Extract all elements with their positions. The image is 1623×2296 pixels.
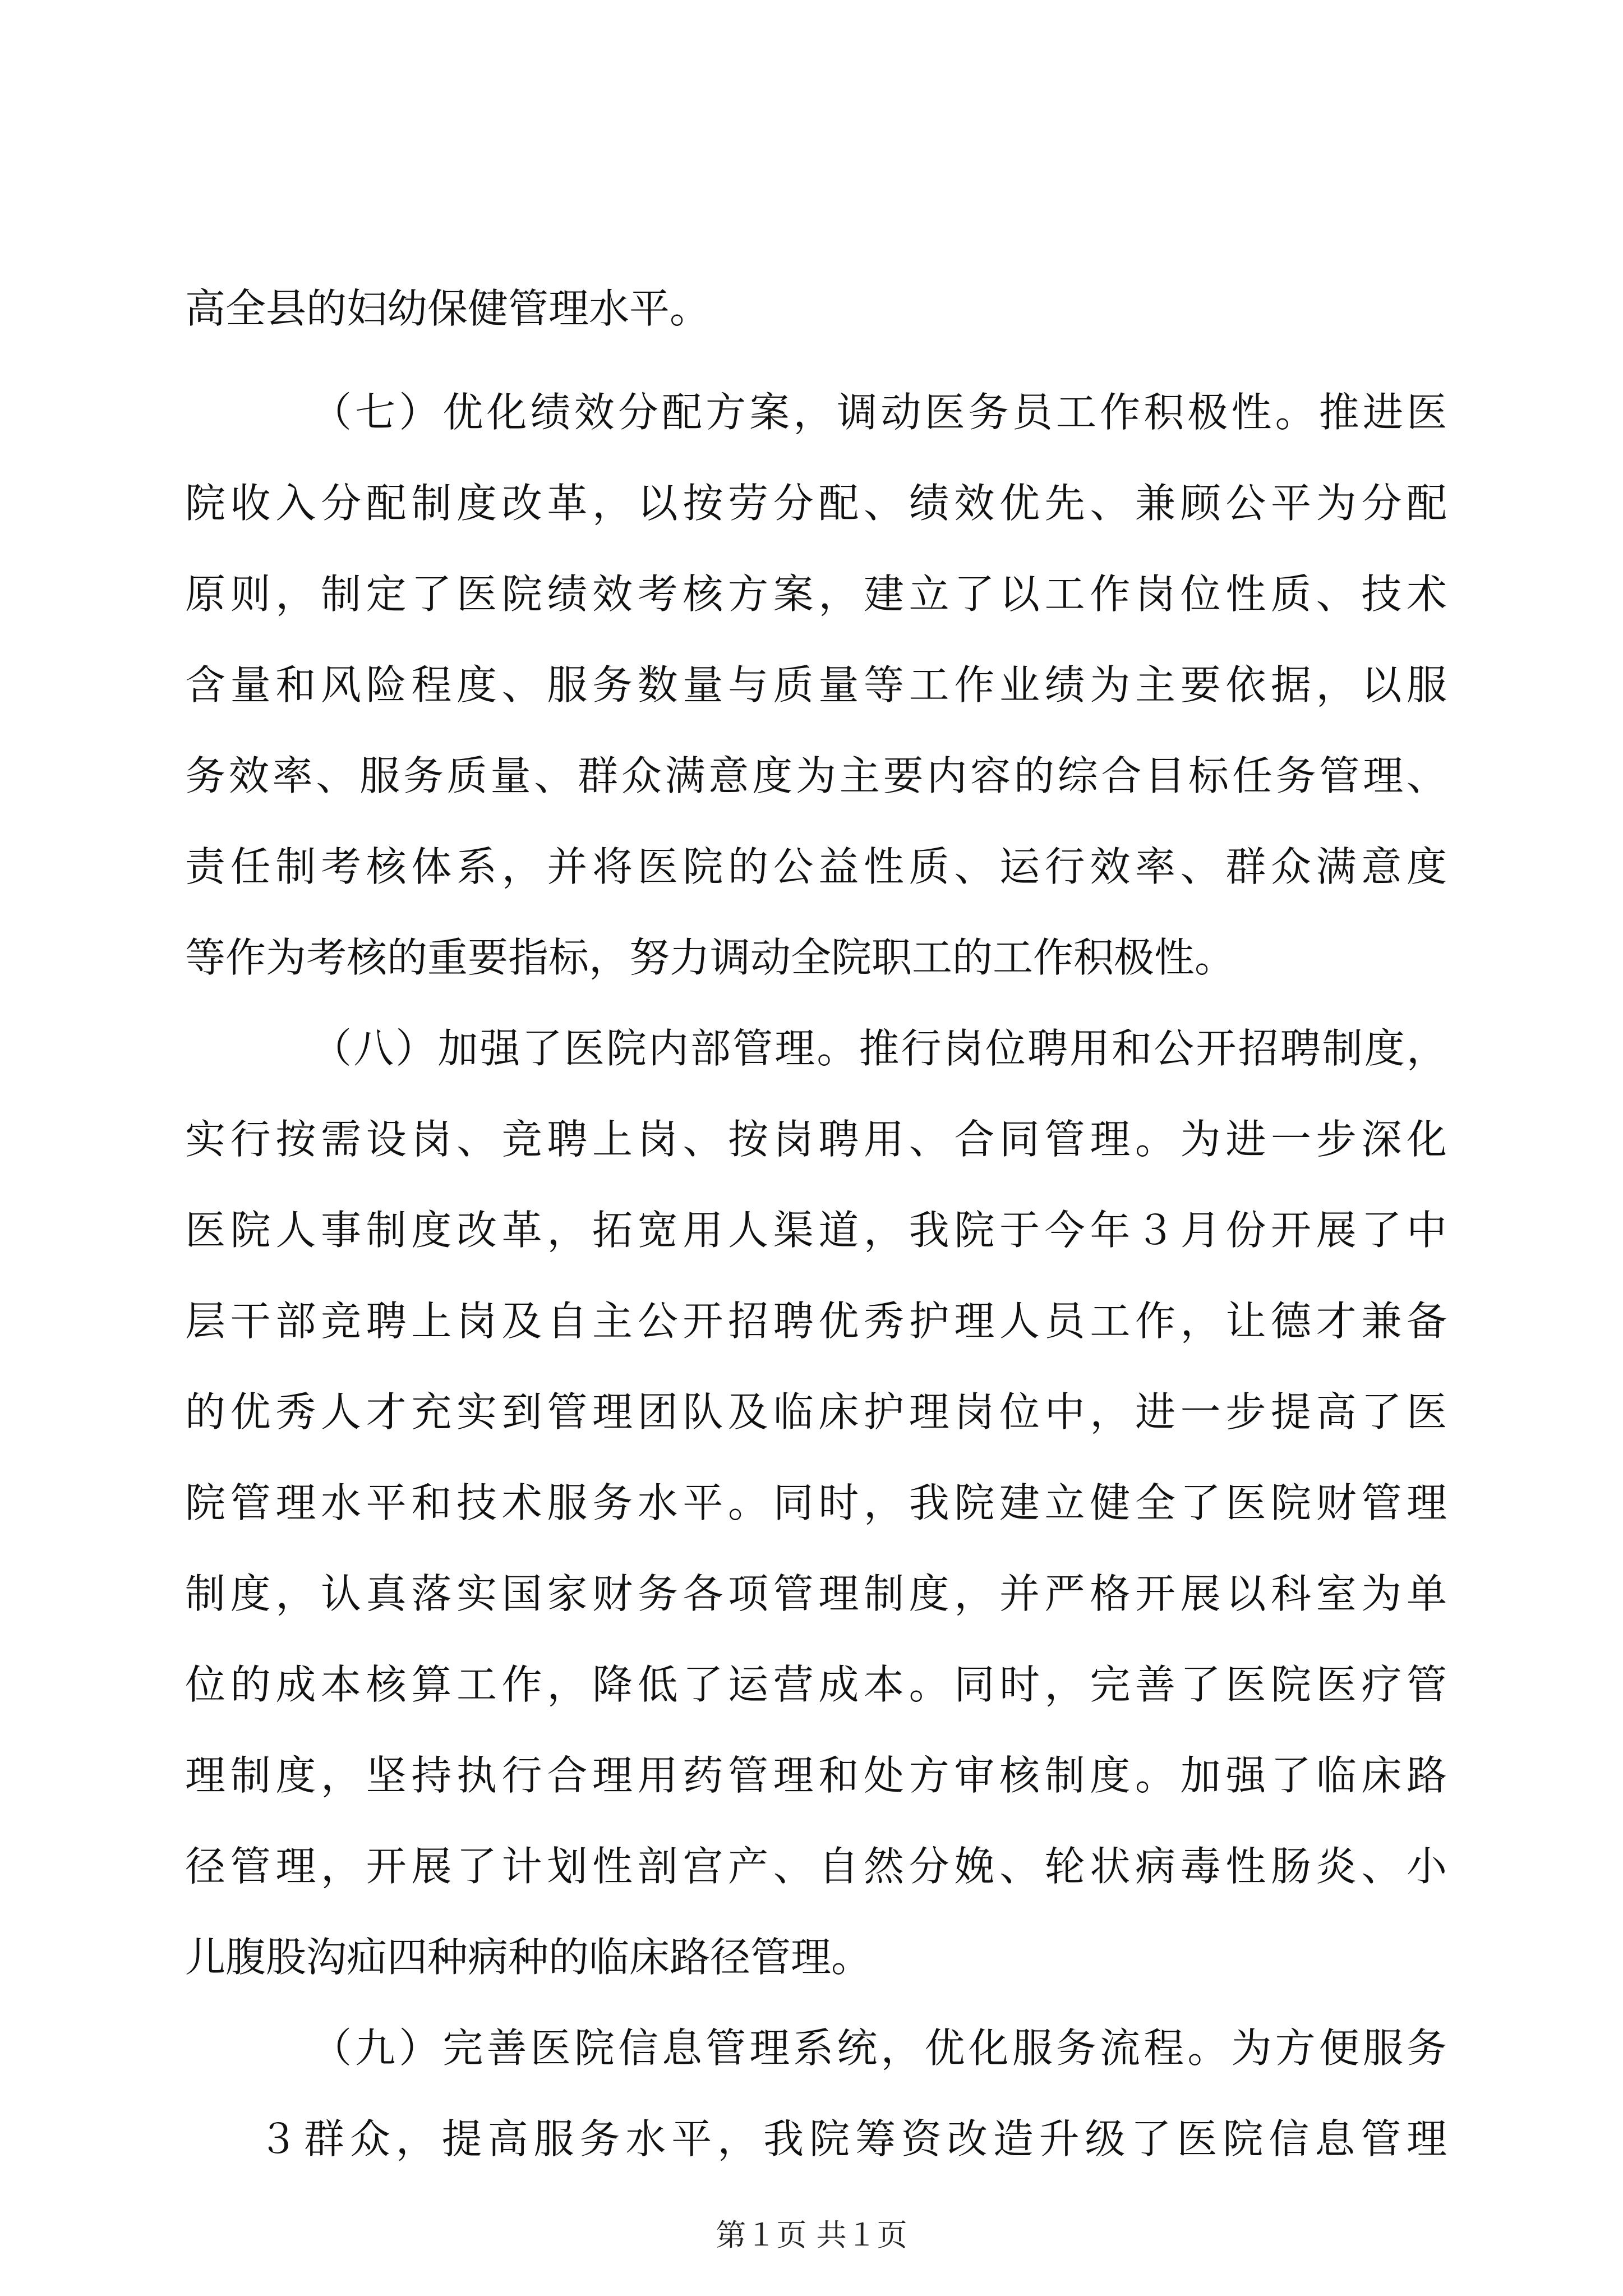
text-line-7: 责任制考核体系，并将医院的公益性质、运行效率、群众满意度 bbox=[185, 843, 1447, 890]
text-line-10: 实行按需设岗、竞聘上岗、按岗聘用、合同管理。为进一步深化 bbox=[185, 1116, 1447, 1163]
text-line-6: 务效率、服务质量、群众满意度为主要内容的综合目标任务管理、 bbox=[185, 752, 1447, 799]
page-footer: 第１页 共１页 bbox=[716, 2217, 907, 2253]
text-line-3: 院收入分配制度改革，以按劳分配、绩效优先、兼顾公平为分配 bbox=[185, 480, 1447, 527]
text-line-18: 径管理，开展了计划性剖宫产、自然分娩、轮状病毒性肠炎、小 bbox=[185, 1843, 1447, 1890]
text-line-13: 的优秀人才充实到管理团队及临床护理岗位中，进一步提高了医 bbox=[185, 1388, 1447, 1435]
text-line-21: ３群众，提高服务水平，我院筹资改造升级了医院信息管理 bbox=[258, 2115, 1447, 2162]
text-line-17: 理制度，坚持执行合理用药管理和处方审核制度。加强了临床路 bbox=[185, 1752, 1447, 1799]
text-line-8: 等作为考核的重要指标，努力调动全院职工的工作积极性。 bbox=[185, 934, 1235, 981]
text-line-2: （七）优化绩效分配方案，调动医务员工作积极性。推进医 bbox=[311, 389, 1447, 436]
text-line-20: （九）完善医院信息管理系统，优化服务流程。为方便服务 bbox=[311, 2024, 1447, 2072]
text-line-16: 位的成本核算工作，降低了运营成本。同时，完善了医院医疗管 bbox=[185, 1661, 1447, 1708]
text-line-12: 层干部竞聘上岗及自主公开招聘优秀护理人员工作，让德才兼备 bbox=[185, 1297, 1447, 1345]
text-line-9: （八）加强了医院内部管理。推行岗位聘用和公开招聘制度， bbox=[311, 1025, 1447, 1072]
text-line-4: 原则，制定了医院绩效考核方案，建立了以工作岗位性质、技术 bbox=[185, 570, 1447, 618]
text-line-1: 高全县的妇幼保健管理水平。 bbox=[185, 285, 711, 332]
text-line-19: 儿腹股沟疝四种病种的临床路径管理。 bbox=[185, 1934, 872, 1981]
text-line-11: 医院人事制度改革，拓宽用人渠道，我院于今年３月份开展了中 bbox=[185, 1207, 1447, 1254]
text-line-15: 制度，认真落实国家财务各项管理制度，并严格开展以科室为单 bbox=[185, 1570, 1447, 1617]
text-line-14: 院管理水平和技术服务水平。同时，我院建立健全了医院财管理 bbox=[185, 1479, 1447, 1526]
text-line-5: 含量和风险程度、服务数量与质量等工作业绩为主要依据，以服 bbox=[185, 661, 1447, 708]
